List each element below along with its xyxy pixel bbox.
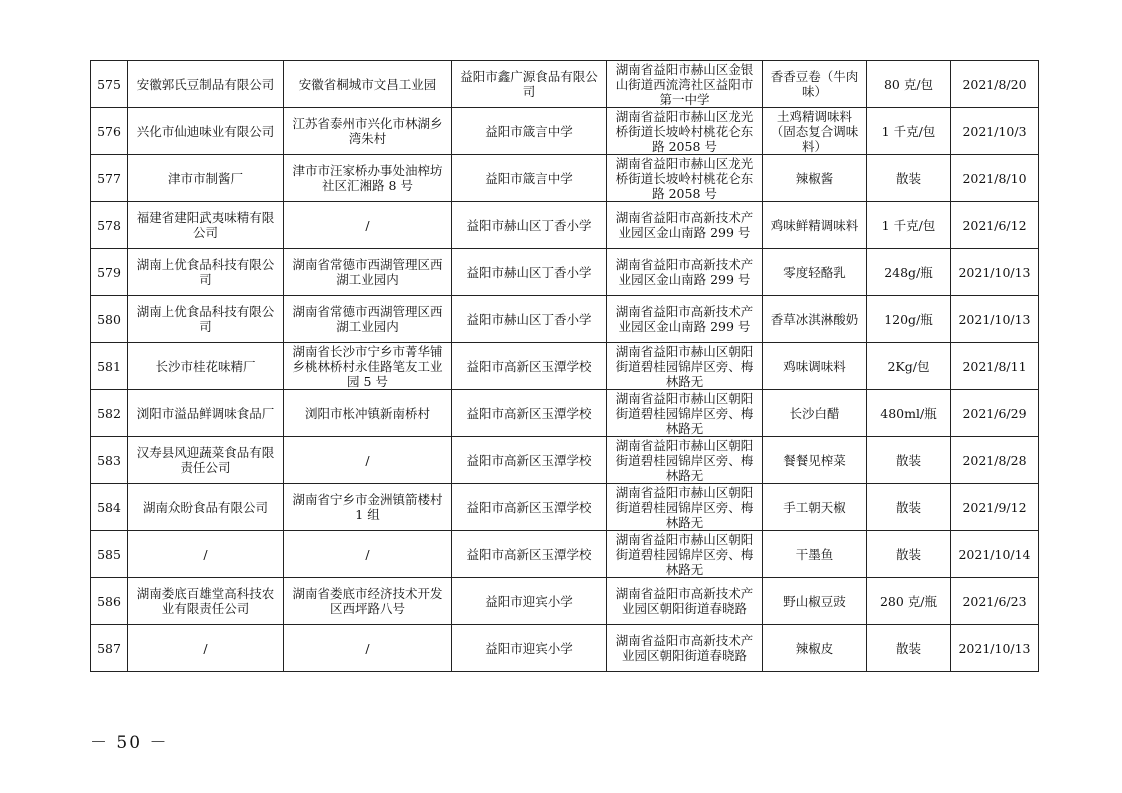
cell-spec: 480ml/瓶 (867, 390, 951, 437)
cell-date: 2021/8/20 (951, 61, 1039, 108)
cell-seller: 益阳市箴言中学 (452, 155, 607, 202)
cell-date: 2021/10/13 (951, 249, 1039, 296)
cell-seller: 益阳市高新区玉潭学校 (452, 390, 607, 437)
cell-no: 580 (91, 296, 128, 343)
cell-date: 2021/6/23 (951, 578, 1039, 625)
cell-no: 583 (91, 437, 128, 484)
cell-producer: 福建省建阳武夷味精有限公司 (128, 202, 284, 249)
cell-seller-address: 湖南省益阳市赫山区朝阳街道碧桂园锦岸区旁、梅林路无 (607, 390, 763, 437)
cell-product: 香草冰淇淋酸奶 (763, 296, 867, 343)
cell-product: 野山椒豆豉 (763, 578, 867, 625)
table-row (91, 437, 1039, 484)
cell-no: 585 (91, 531, 128, 578)
cell-date: 2021/10/13 (951, 625, 1039, 672)
cell-producer-address: 江苏省泰州市兴化市林湖乡湾朱村 (284, 108, 452, 155)
cell-no: 581 (91, 343, 128, 390)
cell-spec: 80 克/包 (867, 61, 951, 108)
cell-seller: 益阳市迎宾小学 (452, 625, 607, 672)
cell-seller: 益阳市高新区玉潭学校 (452, 531, 607, 578)
cell-date: 2021/8/10 (951, 155, 1039, 202)
cell-seller: 益阳市鑫广源食品有限公司 (452, 61, 607, 108)
cell-no: 576 (91, 108, 128, 155)
cell-spec: 2Kg/包 (867, 343, 951, 390)
cell-no: 579 (91, 249, 128, 296)
cell-seller-address: 湖南省益阳市赫山区朝阳街道碧桂园锦岸区旁、梅林路无 (607, 437, 763, 484)
cell-spec: 散装 (867, 484, 951, 531)
cell-product: 干墨鱼 (763, 531, 867, 578)
table-row (91, 249, 1039, 296)
cell-seller-address: 湖南省益阳市高新技术产业园区金山南路 299 号 (607, 202, 763, 249)
cell-seller-address: 湖南省益阳市高新技术产业园区朝阳街道春晓路 (607, 625, 763, 672)
cell-seller-address: 湖南省益阳市赫山区朝阳街道碧桂园锦岸区旁、梅林路无 (607, 531, 763, 578)
cell-producer-address: / (284, 202, 452, 249)
cell-no: 584 (91, 484, 128, 531)
table-row (91, 484, 1039, 531)
table-row (91, 296, 1039, 343)
table-body (91, 61, 1039, 672)
cell-no: 582 (91, 390, 128, 437)
cell-seller-address: 湖南省益阳市赫山区朝阳街道碧桂园锦岸区旁、梅林路无 (607, 484, 763, 531)
sampling-results-table (90, 60, 1039, 672)
cell-producer: 湖南上优食品科技有限公司 (128, 296, 284, 343)
table-row (91, 155, 1039, 202)
cell-producer-address: 湖南省宁乡市金洲镇箭楼村 1 组 (284, 484, 452, 531)
cell-date: 2021/10/13 (951, 296, 1039, 343)
cell-seller-address: 湖南省益阳市高新技术产业园区朝阳街道春晓路 (607, 578, 763, 625)
cell-spec: 散装 (867, 625, 951, 672)
cell-spec: 248g/瓶 (867, 249, 951, 296)
cell-seller: 益阳市高新区玉潭学校 (452, 484, 607, 531)
cell-date: 2021/6/12 (951, 202, 1039, 249)
cell-producer: 汉寿县风迎蔬菜食品有限责任公司 (128, 437, 284, 484)
cell-producer: 湖南众盼食品有限公司 (128, 484, 284, 531)
cell-spec: 280 克/瓶 (867, 578, 951, 625)
table-row (91, 531, 1039, 578)
cell-date: 2021/6/29 (951, 390, 1039, 437)
cell-producer-address: 湖南省长沙市宁乡市菁华铺乡桃林桥村永佳路笔友工业园 5 号 (284, 343, 452, 390)
cell-spec: 1 千克/包 (867, 202, 951, 249)
cell-producer-address: / (284, 437, 452, 484)
cell-producer: 安徽郭氏豆制品有限公司 (128, 61, 284, 108)
cell-producer-address: / (284, 625, 452, 672)
cell-seller: 益阳市赫山区丁香小学 (452, 296, 607, 343)
table-row (91, 390, 1039, 437)
cell-no: 577 (91, 155, 128, 202)
table-row (91, 343, 1039, 390)
cell-no: 586 (91, 578, 128, 625)
table-row (91, 202, 1039, 249)
cell-product: 长沙白醋 (763, 390, 867, 437)
cell-producer-address: 湖南省常德市西湖管理区西湖工业园内 (284, 296, 452, 343)
cell-date: 2021/9/12 (951, 484, 1039, 531)
cell-producer: 兴化市仙迪味业有限公司 (128, 108, 284, 155)
table-row (91, 61, 1039, 108)
table-row (91, 625, 1039, 672)
cell-no: 587 (91, 625, 128, 672)
cell-seller: 益阳市迎宾小学 (452, 578, 607, 625)
cell-date: 2021/8/28 (951, 437, 1039, 484)
cell-seller: 益阳市高新区玉潭学校 (452, 437, 607, 484)
cell-product: 辣椒酱 (763, 155, 867, 202)
cell-producer: 湖南娄底百雄堂高科技农业有限责任公司 (128, 578, 284, 625)
cell-producer-address: 湖南省常德市西湖管理区西湖工业园内 (284, 249, 452, 296)
cell-seller: 益阳市箴言中学 (452, 108, 607, 155)
cell-producer: 长沙市桂花味精厂 (128, 343, 284, 390)
cell-spec: 1 千克/包 (867, 108, 951, 155)
cell-product: 香香豆卷（牛肉味） (763, 61, 867, 108)
cell-no: 578 (91, 202, 128, 249)
cell-date: 2021/10/3 (951, 108, 1039, 155)
cell-product: 手工朝天椒 (763, 484, 867, 531)
cell-seller-address: 湖南省益阳市高新技术产业园区金山南路 299 号 (607, 296, 763, 343)
cell-producer-address: 津市市汪家桥办事处油榨坊社区汇湘路 8 号 (284, 155, 452, 202)
cell-product: 辣椒皮 (763, 625, 867, 672)
table-row (91, 578, 1039, 625)
cell-producer: / (128, 625, 284, 672)
cell-seller-address: 湖南省益阳市高新技术产业园区金山南路 299 号 (607, 249, 763, 296)
cell-spec: 120g/瓶 (867, 296, 951, 343)
cell-product: 餐餐见榨菜 (763, 437, 867, 484)
cell-producer: 津市市制酱厂 (128, 155, 284, 202)
cell-seller: 益阳市高新区玉潭学校 (452, 343, 607, 390)
cell-seller: 益阳市赫山区丁香小学 (452, 202, 607, 249)
cell-product: 鸡味调味料 (763, 343, 867, 390)
cell-date: 2021/8/11 (951, 343, 1039, 390)
cell-spec: 散装 (867, 155, 951, 202)
cell-seller-address: 湖南省益阳市赫山区朝阳街道碧桂园锦岸区旁、梅林路无 (607, 343, 763, 390)
table-row (91, 108, 1039, 155)
cell-producer: / (128, 531, 284, 578)
cell-producer: 湖南上优食品科技有限公司 (128, 249, 284, 296)
cell-spec: 散装 (867, 531, 951, 578)
cell-seller-address: 湖南省益阳市赫山区金银山街道西流湾社区益阳市第一中学 (607, 61, 763, 108)
cell-date: 2021/10/14 (951, 531, 1039, 578)
cell-product: 土鸡精调味料（固态复合调味料） (763, 108, 867, 155)
cell-producer-address: 安徽省桐城市文昌工业园 (284, 61, 452, 108)
cell-no: 575 (91, 61, 128, 108)
cell-producer: 浏阳市溢品鲜调味食品厂 (128, 390, 284, 437)
cell-seller: 益阳市赫山区丁香小学 (452, 249, 607, 296)
cell-producer-address: / (284, 531, 452, 578)
cell-product: 零度轻酪乳 (763, 249, 867, 296)
cell-seller-address: 湖南省益阳市赫山区龙光桥街道长坡岭村桃花仑东路 2058 号 (607, 108, 763, 155)
cell-producer-address: 湖南省娄底市经济技术开发区西坪路八号 (284, 578, 452, 625)
cell-product: 鸡味鲜精调味料 (763, 202, 867, 249)
page-number: － 50 － (90, 733, 169, 753)
cell-spec: 散装 (867, 437, 951, 484)
cell-producer-address: 浏阳市枨冲镇新南桥村 (284, 390, 452, 437)
cell-seller-address: 湖南省益阳市赫山区龙光桥街道长坡岭村桃花仑东路 2058 号 (607, 155, 763, 202)
